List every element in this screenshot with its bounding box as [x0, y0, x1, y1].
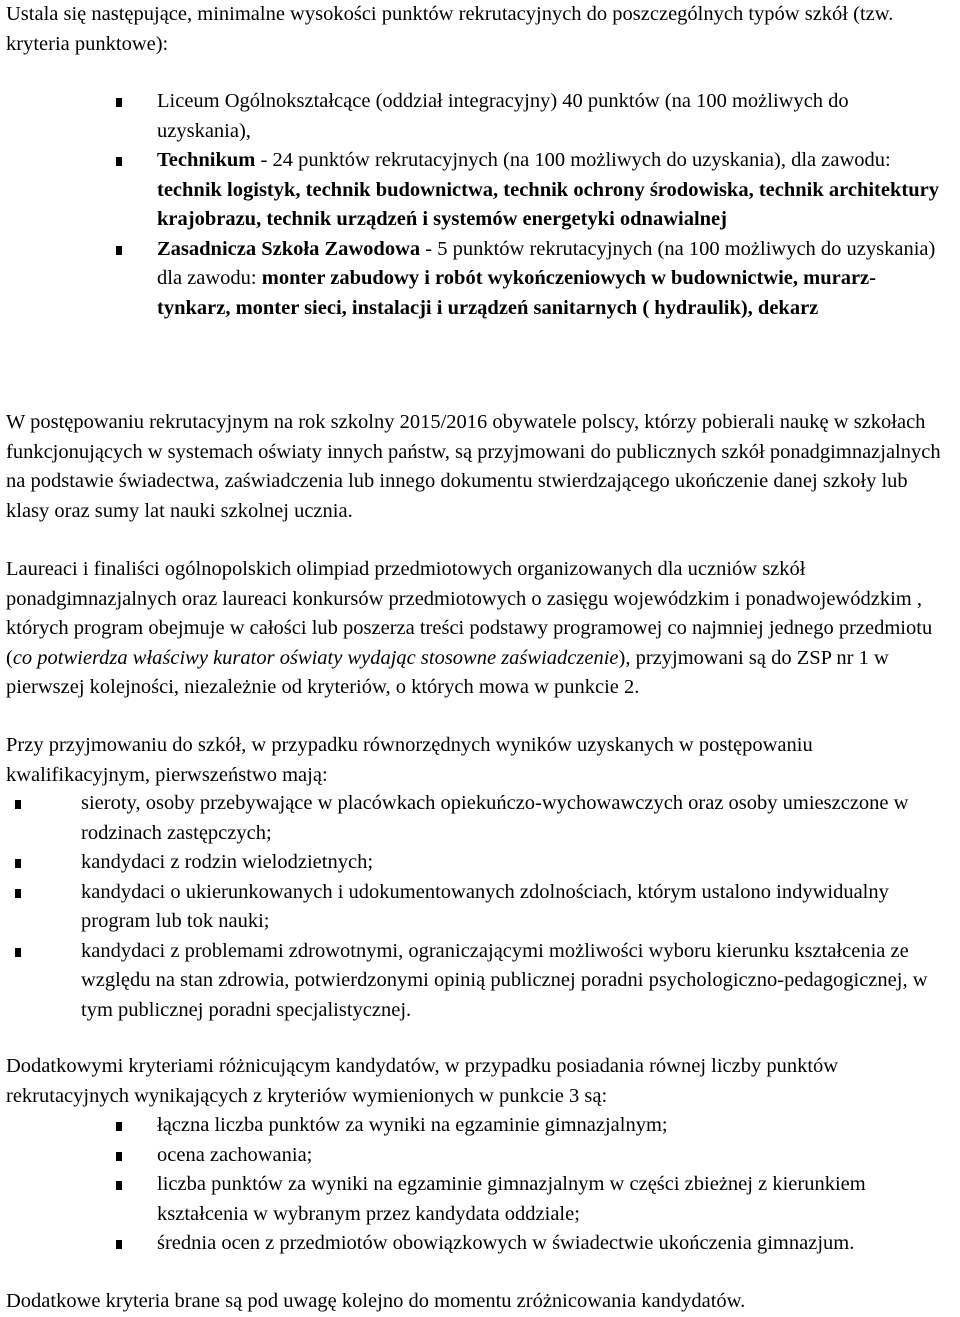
list-item-text: średnia ocen z przedmiotów obowiązkowych w świadectwie ukończenia gimnazjum. [157, 1232, 855, 1254]
priority-list [81, 789, 956, 1025]
school-points: - 5 punktów rekrutacyjnych (na 100 możliwych do uzyskania) dla zawodu: [157, 237, 936, 289]
school-name: Liceum Ogólnokształcące (oddział integracyjny) [157, 90, 558, 112]
list-item [81, 878, 956, 937]
list-item [157, 1141, 947, 1171]
list-item [81, 848, 956, 878]
priority-paragraph: Przy przyjmowaniu do szkół, w przypadku równorzędnych wyników uzyskanych w postępowaniu kwalifikacyjnym, pierwszeństwo mają: [6, 734, 813, 786]
list-item [157, 1170, 947, 1229]
school-points: 40 punktów (na 100 możliwych do uzyskania), [157, 90, 849, 142]
list-item-text: liczba punktów za wyniki na egzaminie gimnazjalnym w części zbieżnej z kierunkiem kształcenia w wybranym przez kandydata oddziale; [157, 1173, 866, 1225]
school-professions: monter zabudowy i robót wykończeniowych w budownictwie, murarz-tynkarz, monter sieci, instalacji i urządzeń sanitarnych ( hydraulik), dekarz [157, 267, 876, 319]
laureates-paragraph [6, 555, 958, 703]
list-item [157, 1111, 947, 1141]
school-name: Zasadnicza Szkoła Zawodowa [157, 237, 421, 260]
list-item [157, 1229, 947, 1259]
laureates-text-end: ), przyjmowani są do ZSP nr 1 w pierwszej kolejności, niezależnie od kryteriów, o których mowa w punkcie 2. [6, 646, 889, 698]
list-item-zsz [157, 235, 947, 324]
list-item [81, 937, 956, 1026]
square-bullet-icon [116, 1152, 122, 1161]
list-item-text: ocena zachowania; [157, 1143, 313, 1166]
square-bullet-icon [116, 1240, 122, 1249]
square-bullet-icon [116, 157, 122, 166]
square-bullet-icon [116, 246, 122, 255]
laureates-text: Laureaci i finaliści ogólnopolskich olimpiad przedmiotowych organizowanych dla uczniów szkół ponadgimnazjalnych oraz laureaci konkursów przedmiotowych o zasięgu wojewódzkim i ponadwojewódzkim , których program obejmuje w całości lub poszerza treści podstawy programowej co najmniej jednego przedmiotu ( [6, 558, 933, 669]
square-bullet-icon [15, 859, 21, 868]
square-bullet-icon [15, 889, 21, 898]
square-bullet-icon [116, 1122, 122, 1131]
square-bullet-icon [15, 800, 21, 809]
list-item-text: kandydaci z rodzin wielodzietnych; [81, 851, 374, 873]
square-bullet-icon [15, 948, 21, 957]
square-bullet-icon [116, 98, 122, 107]
list-item-liceum [157, 87, 947, 146]
school-points: - 24 punktów rekrutacyjnych (na 100 możliwych do uzyskania), dla zawodu: [255, 149, 891, 171]
additional-criteria-paragraph: Dodatkowymi kryteriami różnicującym kandydatów, w przypadku posiadania równej liczby punktów rekrutacyjnych wynikających z kryteriów wymienionych w punkcie 3 są: [6, 1055, 839, 1107]
laureates-italic-note: co potwierdza właściwy kurator oświaty wydając stosowne zaświadczenie [12, 646, 619, 669]
list-item-text: sieroty, osoby przebywające w placówkach opiekuńczo-wychowawczych oraz osoby umieszczone w rodzinach zastępczych; [81, 792, 909, 844]
list-item-technikum [157, 146, 947, 235]
list-item-text: kandydaci o ukierunkowanych i udokumentowanych zdolnościach, którym ustalono indywidualny program lub tok nauki; [81, 880, 889, 932]
square-bullet-icon [116, 1181, 122, 1190]
intro-paragraph: Ustala się następujące, minimalne wysokości punktów rekrutacyjnych do poszczególnych typów szkół (tzw. kryteria punktowe): [6, 3, 894, 55]
additional-criteria-list [157, 1111, 947, 1259]
school-name: Technikum [157, 149, 256, 171]
closing-paragraph: Dodatkowe kryteria brane są pod uwagę kolejno do momentu zróżnicowania kandydatów. [6, 1290, 746, 1312]
list-item [81, 789, 956, 848]
school-professions: technik logistyk, technik budownictwa, technik ochrony środowiska, technik architektury krajobrazu, technik urządzeń i systemów energetyki odnawialnej [157, 178, 939, 230]
list-item-text: kandydaci z problemami zdrowotnymi, ograniczającymi możliwości wyboru kierunku kształcenia ze względu na stan zdrowia, potwierdzonymi opinią publicznej poradni psychologiczno-pedagogicznej, w tym publicznej poradni specjalistycznej. [81, 939, 928, 1021]
foreign-students-paragraph: W postępowaniu rekrutacyjnym na rok szkolny 2015/2016 obywatele polscy, którzy pobierali naukę w szkołach funkcjonujących w systemach oświaty innych państw, są przyjmowani do publicznych szkół ponadgimnazjalnych na podstawie świadectwa, zaświadczenia lub innego dokumentu stwierdzającego ukończenie danej szkoły lub klasy oraz sumy lat nauki szkolnej ucznia. [6, 411, 941, 522]
school-criteria-list [157, 87, 947, 323]
list-item-text: łączna liczba punktów za wyniki na egzaminie gimnazjalnym; [157, 1114, 668, 1136]
